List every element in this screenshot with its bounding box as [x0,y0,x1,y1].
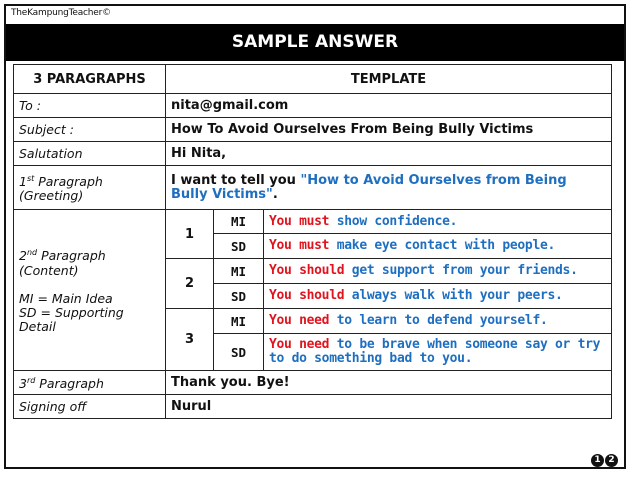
header-row [14,65,612,94]
row-paragraph-1 [14,166,612,210]
page-number-badges [591,454,618,467]
signoff-value: Nurul [166,395,612,419]
code-mi: MI [214,259,264,284]
content-1-mi-text: You must show confidence. [264,210,612,234]
content-number-1: 1 [166,210,214,259]
row-paragraph-3 [14,371,612,395]
header-paragraphs: 3 PARAGRAPHS [14,65,166,94]
code-sd: SD [214,284,264,309]
brand-label: TheKampungTeacher© [11,8,111,18]
paragraph-1-label: 1st Paragraph (Greeting) [14,166,166,210]
salutation-label: Salutation [14,142,166,166]
code-mi: MI [214,309,264,334]
signoff-label: Signing off [14,395,166,419]
header-template: TEMPLATE [166,65,612,94]
to-value: nita@gmail.com [166,94,612,118]
paragraph-1-value: I want to tell you "How to Avoid Ourselves from Being Bully Victims". [166,166,612,210]
content-row-1-mi [14,210,612,234]
subject-label: Subject : [14,118,166,142]
paragraph-3-label: 3rd Paragraph [14,371,166,395]
to-label: To : [14,94,166,118]
content-number-3: 3 [166,309,214,371]
code-sd: SD [214,334,264,371]
row-signing-off [14,395,612,419]
content-1-sd-text: You must make eye contact with people. [264,234,612,259]
row-salutation [14,142,612,166]
page-badge: 1 [591,454,604,467]
row-subject [14,118,612,142]
paragraph-2-label: 2nd Paragraph (Content) MI = Main Idea SD = Supporting Detail [14,210,166,371]
code-sd: SD [214,234,264,259]
content-3-sd-text: You need to be brave when someone say or try to do something bad to you. [264,334,612,371]
paragraph-3-value: Thank you. Bye! [166,371,612,395]
subject-value: How To Avoid Ourselves From Being Bully Victims [166,118,612,142]
banner-title: SAMPLE ANSWER [6,24,624,61]
content-2-sd-text: You should always walk with your peers. [264,284,612,309]
salutation-value: Hi Nita, [166,142,612,166]
code-mi: MI [214,210,264,234]
content-2-mi-text: You should get support from your friends. [264,259,612,284]
page-badge: 2 [605,454,618,467]
row-to [14,94,612,118]
content-3-mi-text: You need to learn to defend yourself. [264,309,612,334]
content-number-2: 2 [166,259,214,309]
template-table [13,64,612,419]
